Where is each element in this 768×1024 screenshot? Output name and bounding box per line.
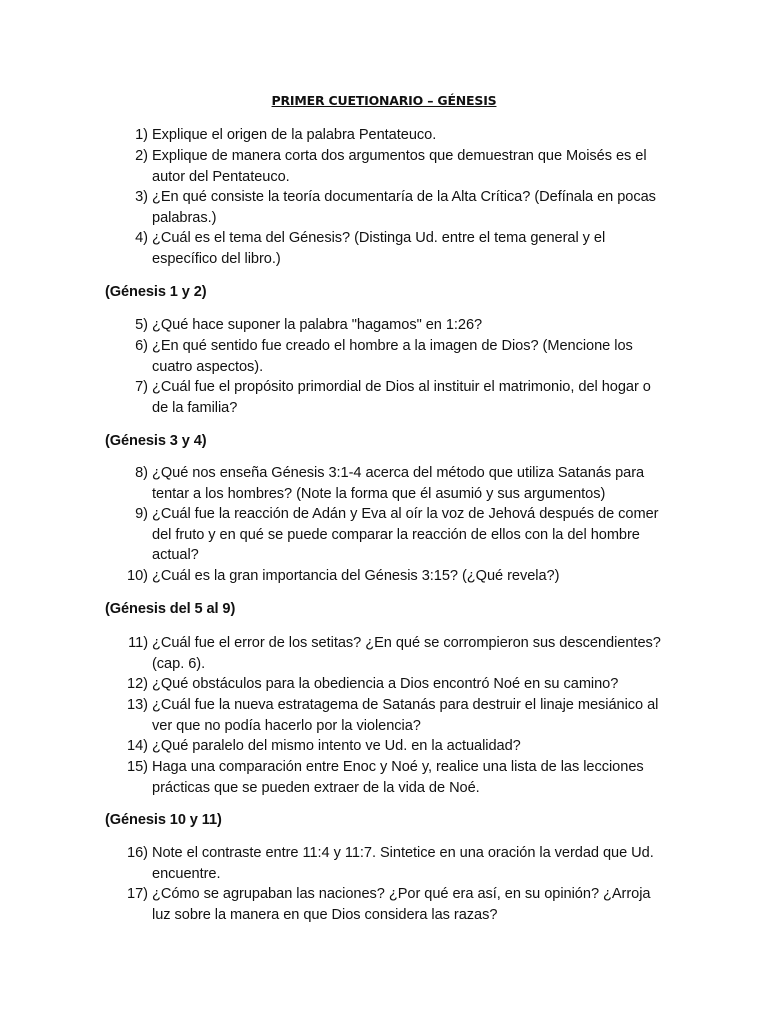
section-heading-genesis-5-9: (Génesis del 5 al 9)	[105, 601, 236, 617]
question-number: 17)	[127, 886, 148, 902]
question-item	[100, 633, 670, 674]
question-number: 16)	[127, 845, 148, 861]
question-number: 6)	[135, 338, 148, 354]
question-item	[100, 843, 670, 884]
question-text: ¿Cuál fue el propósito primordial de Dios al instituir el matrimonio, del hogar o de la familia?	[152, 379, 651, 416]
question-number: 12)	[127, 676, 148, 692]
question-item	[100, 736, 670, 757]
question-text: ¿Cuál fue el error de los setitas? ¿En qué se corrompieron sus descendientes? (cap. 6).	[152, 635, 661, 672]
question-text: ¿Qué paralelo del mismo intento ve Ud. en la actualidad?	[152, 738, 521, 754]
document-title: PRIMER CUETIONARIO – GÉNESIS	[271, 93, 497, 108]
question-list-genesis-1-2	[100, 315, 670, 418]
question-item	[100, 187, 670, 228]
question-item	[100, 146, 670, 187]
question-text: ¿Cuál es el tema del Génesis? (Distinga Ud. entre el tema general y el específico del libro.)	[152, 230, 606, 267]
question-text: Haga una comparación entre Enoc y Noé y, realice una lista de las lecciones prácticas que se pueden extraer de la vida de Noé.	[152, 759, 644, 796]
question-item	[100, 463, 670, 504]
question-number: 10)	[127, 568, 148, 584]
section-heading-genesis-3-4: (Génesis 3 y 4)	[105, 433, 207, 449]
question-number: 15)	[127, 759, 148, 775]
question-text: Note el contraste entre 11:4 y 11:7. Sintetice en una oración la verdad que Ud. encuentre.	[152, 845, 654, 882]
question-item	[100, 757, 670, 798]
question-number: 4)	[135, 230, 148, 246]
section-heading-genesis-10-11: (Génesis 10 y 11)	[105, 812, 222, 828]
question-item	[100, 377, 670, 418]
question-number: 2)	[135, 148, 148, 164]
question-text: ¿Qué nos enseña Génesis 3:1-4 acerca del método que utiliza Satanás para tentar a los hombres? (Note la forma que él asumió y sus argumentos)	[152, 465, 645, 502]
question-item	[100, 315, 670, 336]
question-text: ¿Cuál fue la nueva estratagema de Satanás para destruir el linaje mesiánico al ver que no podía hacerlo por la violencia?	[152, 697, 659, 734]
question-text: Explique de manera corta dos argumentos que demuestran que Moisés es el autor del Pentateuco.	[152, 148, 647, 185]
question-item	[100, 566, 670, 587]
question-item	[100, 125, 670, 146]
question-number: 3)	[135, 189, 148, 205]
question-number: 14)	[127, 738, 148, 754]
question-text: ¿Cuál es la gran importancia del Génesis 3:15? (¿Qué revela?)	[152, 568, 560, 584]
question-item	[100, 228, 670, 269]
question-item	[100, 695, 670, 736]
question-number: 1)	[135, 127, 148, 143]
question-number: 11)	[128, 635, 148, 651]
question-number: 8)	[135, 465, 148, 481]
question-text: ¿Cuál fue la reacción de Adán y Eva al oír la voz de Jehová después de comer del fruto y en qué se puede comparar la reacción de ellos con la del hombre actual?	[152, 506, 659, 564]
question-text: ¿En qué consiste la teoría documentaría de la Alta Crítica? (Defínala en pocas palabras.)	[152, 189, 656, 226]
section-heading-genesis-1-2: (Génesis 1 y 2)	[105, 284, 207, 300]
question-item	[100, 336, 670, 377]
question-number: 9)	[135, 506, 148, 522]
question-item	[100, 674, 670, 695]
question-text: ¿Cómo se agrupaban las naciones? ¿Por qué era así, en su opinión? ¿Arroja luz sobre la manera en que Dios considera las razas?	[152, 886, 651, 923]
question-text: ¿Qué obstáculos para la obediencia a Dios encontró Noé en su camino?	[152, 676, 619, 692]
question-list-genesis-10-11	[100, 843, 670, 925]
question-list-genesis-5-9	[100, 633, 670, 798]
question-list-intro	[100, 125, 670, 269]
question-number: 13)	[127, 697, 148, 713]
question-text: ¿En qué sentido fue creado el hombre a la imagen de Dios? (Mencione los cuatro aspectos).	[152, 338, 633, 375]
question-number: 5)	[135, 317, 148, 333]
question-text: ¿Qué hace suponer la palabra "hagamos" en 1:26?	[152, 317, 483, 333]
question-list-genesis-3-4	[100, 463, 670, 587]
question-item	[100, 504, 670, 566]
question-text: Explique el origen de la palabra Pentateuco.	[152, 127, 437, 143]
question-item	[100, 884, 670, 925]
question-number: 7)	[135, 379, 148, 395]
